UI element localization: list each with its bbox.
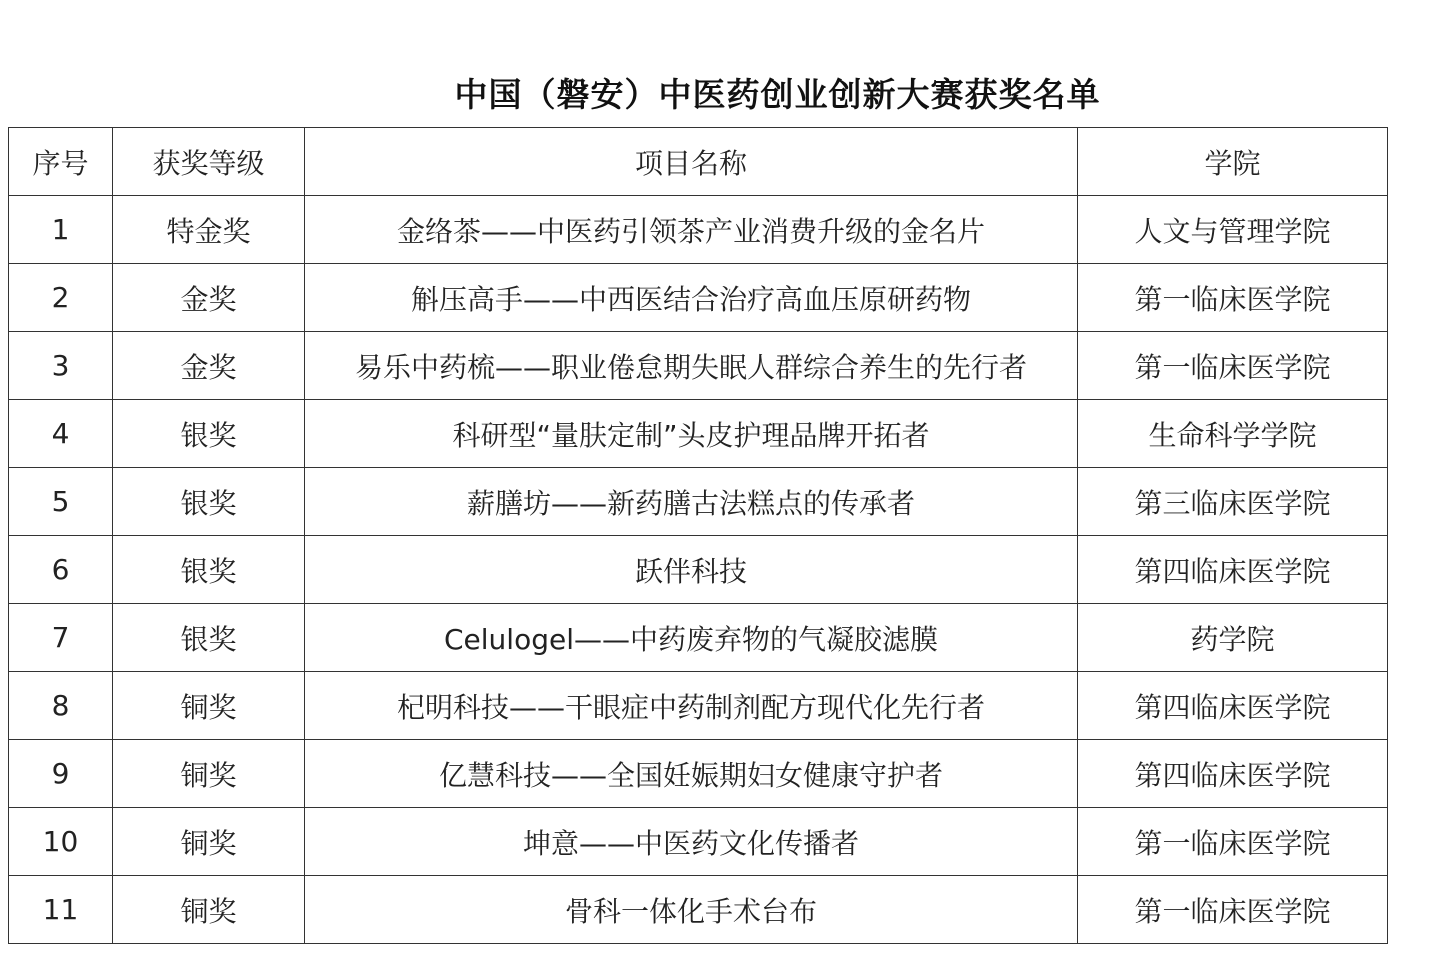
serial-number-cell: 11 — [9, 876, 113, 944]
serial-number-cell: 3 — [9, 332, 113, 400]
school-cell: 第一临床医学院 — [1078, 332, 1388, 400]
serial-number-cell: 1 — [9, 196, 113, 264]
award-level-cell: 金奖 — [113, 264, 305, 332]
serial-number-cell: 4 — [9, 400, 113, 468]
project-name-cell: 跃伴科技 — [305, 536, 1078, 604]
header-school: 学院 — [1078, 128, 1388, 196]
award-level-cell: 银奖 — [113, 536, 305, 604]
school-cell: 药学院 — [1078, 604, 1388, 672]
award-level-cell: 银奖 — [113, 468, 305, 536]
school-cell: 第一临床医学院 — [1078, 808, 1388, 876]
school-cell: 第一临床医学院 — [1078, 264, 1388, 332]
award-table — [8, 127, 1388, 944]
table-row — [9, 876, 1388, 944]
school-cell: 第三临床医学院 — [1078, 468, 1388, 536]
project-name-cell: 斛压高手——中西医结合治疗高血压原研药物 — [305, 264, 1078, 332]
table-row — [9, 604, 1388, 672]
table-row — [9, 808, 1388, 876]
serial-number-cell: 10 — [9, 808, 113, 876]
project-name-cell: Celulogel——中药废弃物的气凝胶滤膜 — [305, 604, 1078, 672]
project-name-cell: 杞明科技——干眼症中药制剂配方现代化先行者 — [305, 672, 1078, 740]
award-level-cell: 铜奖 — [113, 740, 305, 808]
school-cell: 第一临床医学院 — [1078, 876, 1388, 944]
project-name-cell: 骨科一体化手术台布 — [305, 876, 1078, 944]
table-row — [9, 332, 1388, 400]
project-name-cell: 金络茶——中医药引领茶产业消费升级的金名片 — [305, 196, 1078, 264]
award-level-cell: 金奖 — [113, 332, 305, 400]
header-serial-number: 序号 — [9, 128, 113, 196]
serial-number-cell: 5 — [9, 468, 113, 536]
serial-number-cell: 7 — [9, 604, 113, 672]
serial-number-cell: 6 — [9, 536, 113, 604]
project-name-cell: 易乐中药梳——职业倦怠期失眠人群综合养生的先行者 — [305, 332, 1078, 400]
serial-number-cell: 2 — [9, 264, 113, 332]
serial-number-cell: 9 — [9, 740, 113, 808]
serial-number-cell: 8 — [9, 672, 113, 740]
school-cell: 第四临床医学院 — [1078, 740, 1388, 808]
award-level-cell: 银奖 — [113, 604, 305, 672]
school-cell: 生命科学学院 — [1078, 400, 1388, 468]
school-cell: 人文与管理学院 — [1078, 196, 1388, 264]
award-level-cell: 铜奖 — [113, 672, 305, 740]
award-level-cell: 特金奖 — [113, 196, 305, 264]
table-row — [9, 672, 1388, 740]
table-row — [9, 740, 1388, 808]
project-name-cell: 坤意——中医药文化传播者 — [305, 808, 1078, 876]
page-title: 中国（磐安）中医药创业创新大赛获奖名单 — [454, 75, 1101, 114]
table-row — [9, 468, 1388, 536]
table-row — [9, 196, 1388, 264]
award-level-cell: 铜奖 — [113, 808, 305, 876]
header-award-level: 获奖等级 — [113, 128, 305, 196]
table-row — [9, 400, 1388, 468]
project-name-cell: 亿慧科技——全国妊娠期妇女健康守护者 — [305, 740, 1078, 808]
table-row — [9, 536, 1388, 604]
project-name-cell: 薪膳坊——新药膳古法糕点的传承者 — [305, 468, 1078, 536]
award-level-cell: 银奖 — [113, 400, 305, 468]
project-name-cell: 科研型“量肤定制”头皮护理品牌开拓者 — [305, 400, 1078, 468]
table-header-row — [9, 128, 1388, 196]
school-cell: 第四临床医学院 — [1078, 536, 1388, 604]
header-project-name: 项目名称 — [305, 128, 1078, 196]
table-row — [9, 264, 1388, 332]
award-level-cell: 铜奖 — [113, 876, 305, 944]
school-cell: 第四临床医学院 — [1078, 672, 1388, 740]
